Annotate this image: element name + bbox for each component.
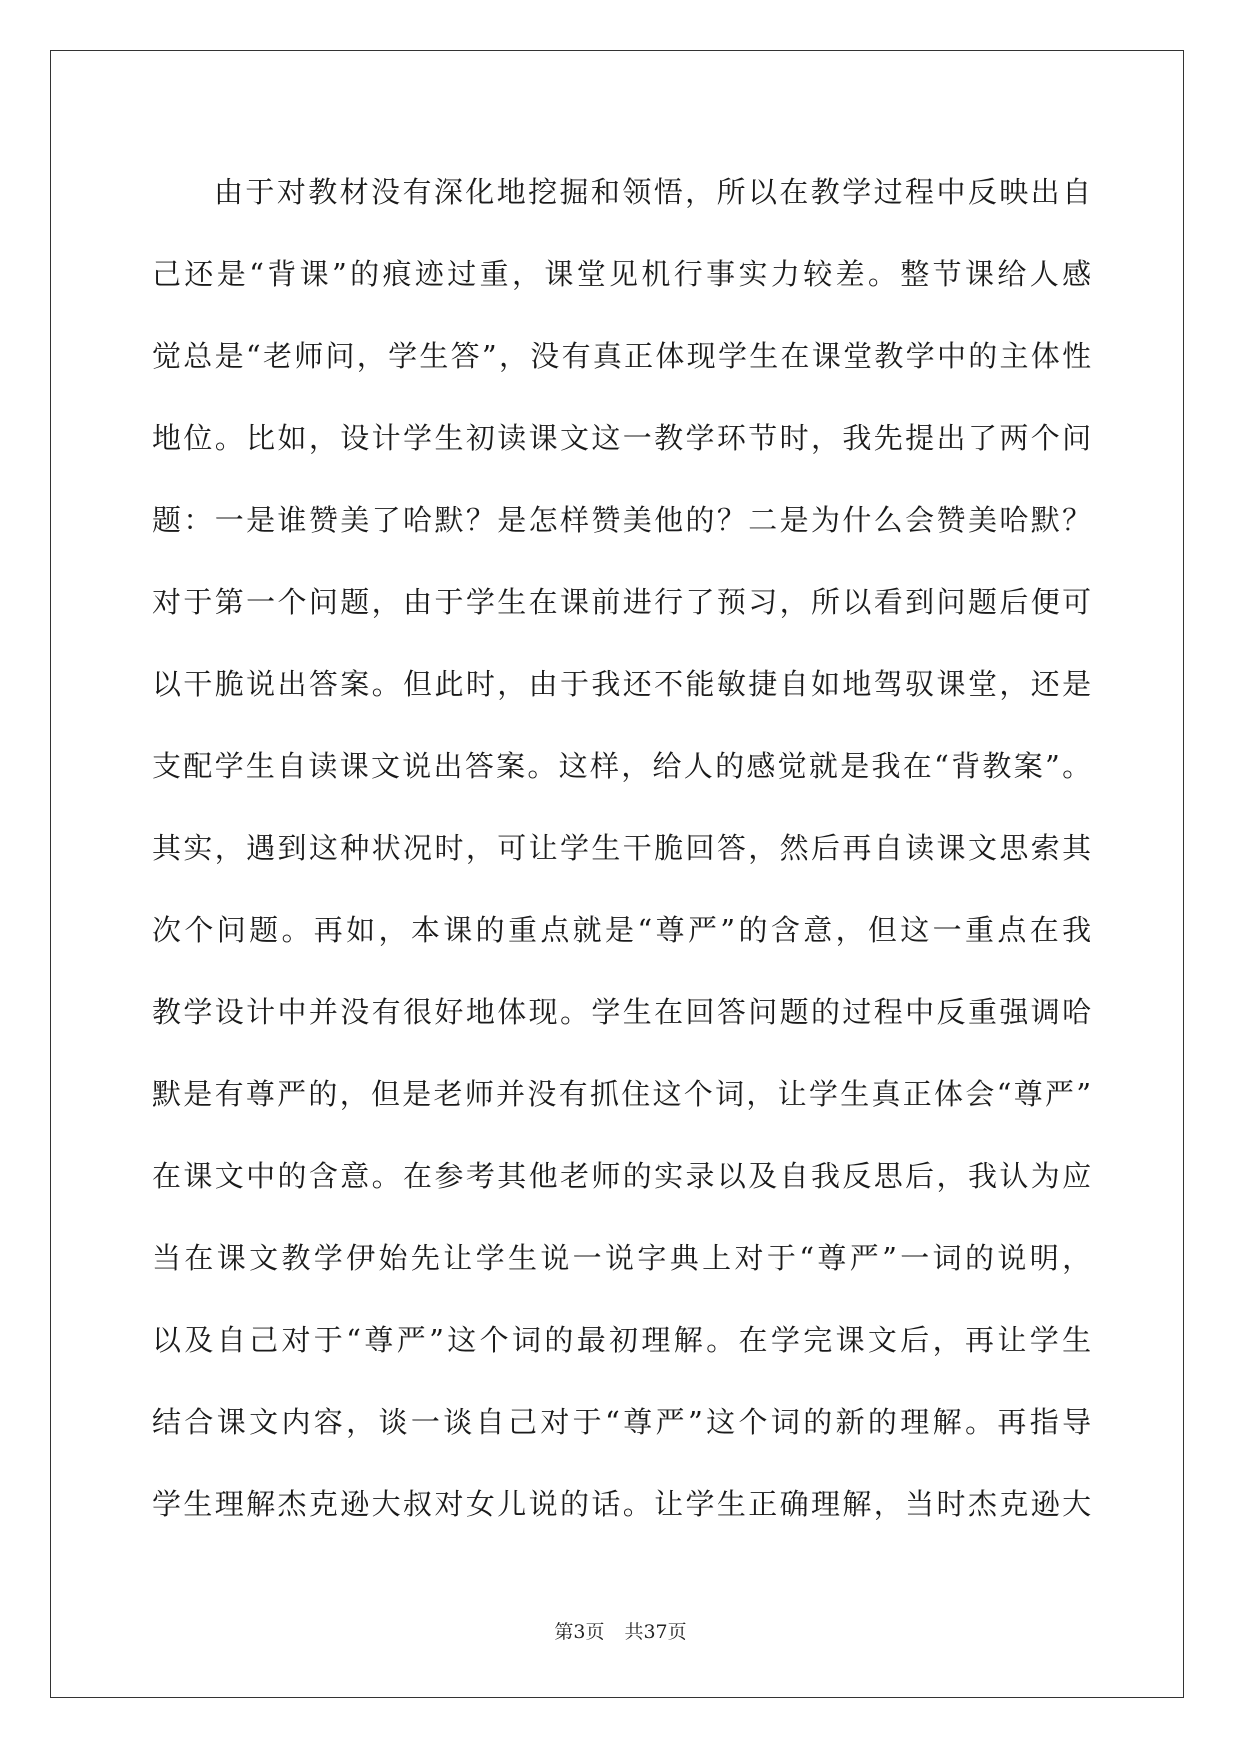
body-paragraph: [152, 164, 1092, 1558]
page-total: 共37页: [624, 1621, 687, 1643]
text-line: 学生理解杰克逊大叔对女儿说的话。让学生正确理解，当时杰克逊大: [152, 1487, 1092, 1521]
text-line: 对于第一个问题，由于学生在课前进行了预习，所以看到问题后便可: [152, 585, 1092, 619]
text-line: 觉总是“老师问，学生答”，没有真正体现学生在课堂教学中的主体性: [152, 339, 1092, 373]
text-line: 教学设计中并没有很好地体现。学生在回答问题的过程中反重强调哈: [152, 995, 1092, 1029]
page-number: 第3页: [554, 1621, 605, 1643]
text-line: 在课文中的含意。在参考其他老师的实录以及自我反思后，我认为应: [152, 1159, 1092, 1193]
text-line: 以及自己对于“尊严”这个词的最初理解。在学完课文后，再让学生: [152, 1323, 1092, 1357]
text-line: 题：一是谁赞美了哈默？是怎样赞美他的？二是为什么会赞美哈默？: [152, 503, 1092, 537]
text-line: 由于对教材没有深化地挖掘和领悟，所以在教学过程中反映出自: [214, 175, 1092, 209]
text-line: 其实，遇到这种状况时，可让学生干脆回答，然后再自读课文思索其: [152, 831, 1092, 865]
text-line: 支配学生自读课文说出答案。这样，给人的感觉就是我在“背教案”。: [152, 749, 1092, 783]
text-line: 以干脆说出答案。但此时，由于我还不能敏捷自如地驾驭课堂，还是: [152, 667, 1092, 701]
text-line: 默是有尊严的，但是老师并没有抓住这个词，让学生真正体会“尊严”: [152, 1077, 1092, 1111]
text-line: 己还是“背课”的痕迹过重，课堂见机行事实力较差。整节课给人感: [152, 257, 1092, 291]
page-footer: [0, 1620, 1241, 1644]
text-line: 次个问题。再如，本课的重点就是“尊严”的含意，但这一重点在我: [152, 913, 1092, 947]
text-line: 当在课文教学伊始先让学生说一说字典上对于“尊严”一词的说明，: [152, 1241, 1092, 1275]
text-line: 地位。比如，设计学生初读课文这一教学环节时，我先提出了两个问: [152, 421, 1092, 455]
text-line: 结合课文内容，谈一谈自己对于“尊严”这个词的新的理解。再指导: [152, 1405, 1092, 1439]
